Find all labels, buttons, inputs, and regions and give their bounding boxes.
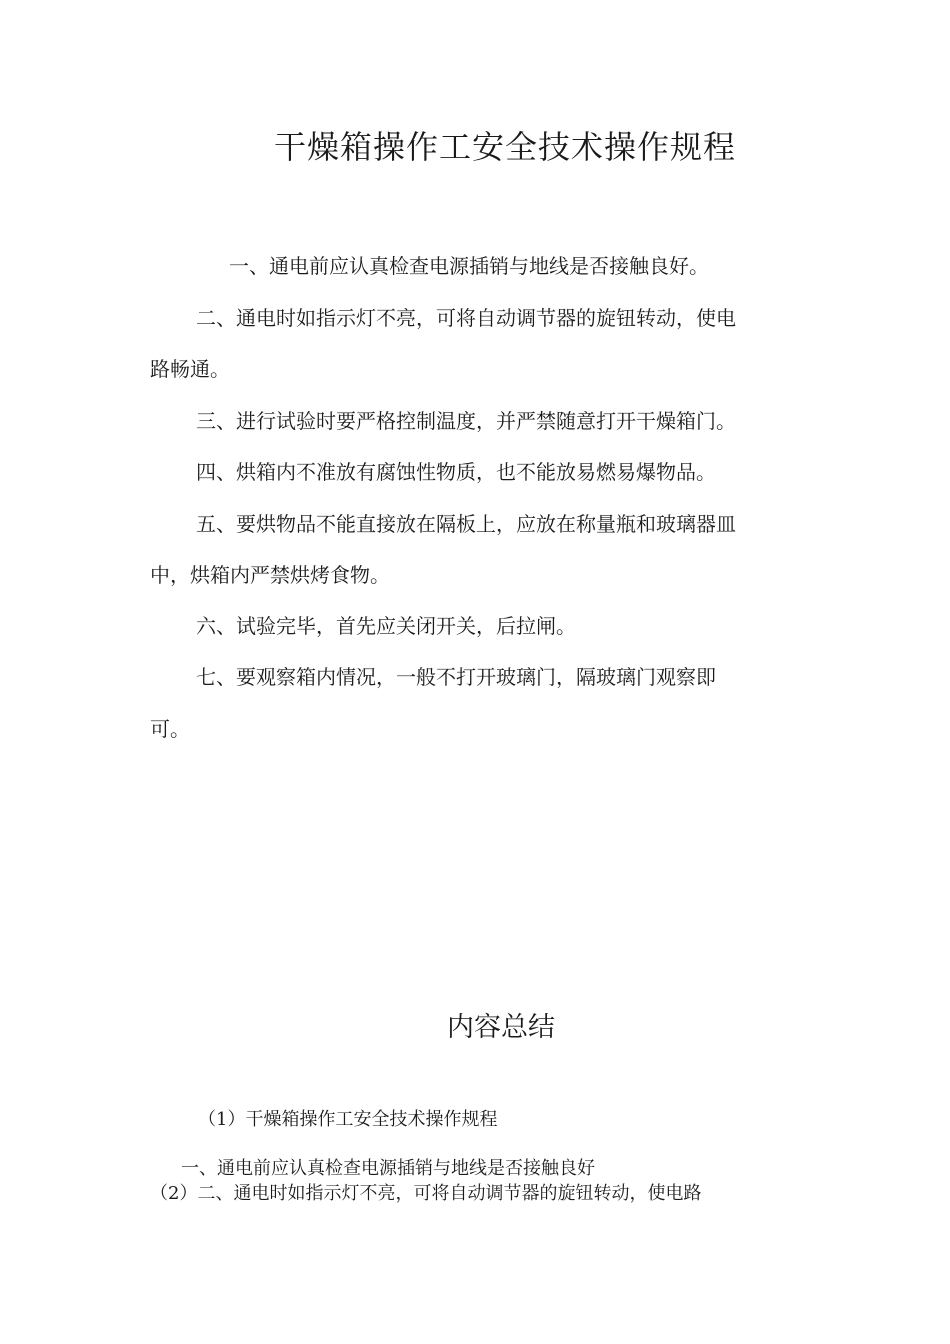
summary-line-3: （2）二、通电时如指示灯不亮，可将自动调节器的旋钮转动，使电路 (150, 1183, 702, 1204)
rule-line-4: 四、烘箱内不准放有腐蚀性物质，也不能放易燃易爆物品。 (196, 460, 716, 484)
document-title: 干燥箱操作工安全技术操作规程 (274, 128, 737, 166)
summary-title: 内容总结 (447, 1012, 555, 1043)
summary-line-2: 一、通电前应认真检查电源插销与地线是否接触良好 (181, 1158, 595, 1179)
rule-line-1: 一、通电前应认真检查电源插销与地线是否接触良好。 (229, 254, 709, 278)
rule-line-6: 六、试验完毕，首先应关闭开关，后拉闸。 (196, 614, 576, 638)
rule-line-5: 五、要烘物品不能直接放在隔板上，应放在称量瓶和玻璃器皿 (196, 512, 736, 536)
summary-line-1: （1）干燥箱操作工安全技术操作规程 (198, 1109, 498, 1130)
rule-line-3: 三、进行试验时要严格控制温度，并严禁随意打开干燥箱门。 (196, 409, 736, 433)
rule-line-5-cont: 中，烘箱内严禁烘烤食物。 (150, 563, 390, 587)
rule-line-2: 二、通电时如指示灯不亮，可将自动调节器的旋钮转动，使电 (196, 306, 736, 330)
rule-line-2-cont: 路畅通。 (150, 357, 230, 381)
rule-line-7: 七、要观察箱内情况，一般不打开玻璃门，隔玻璃门观察即 (196, 665, 716, 689)
rule-line-7-cont: 可。 (150, 717, 190, 741)
